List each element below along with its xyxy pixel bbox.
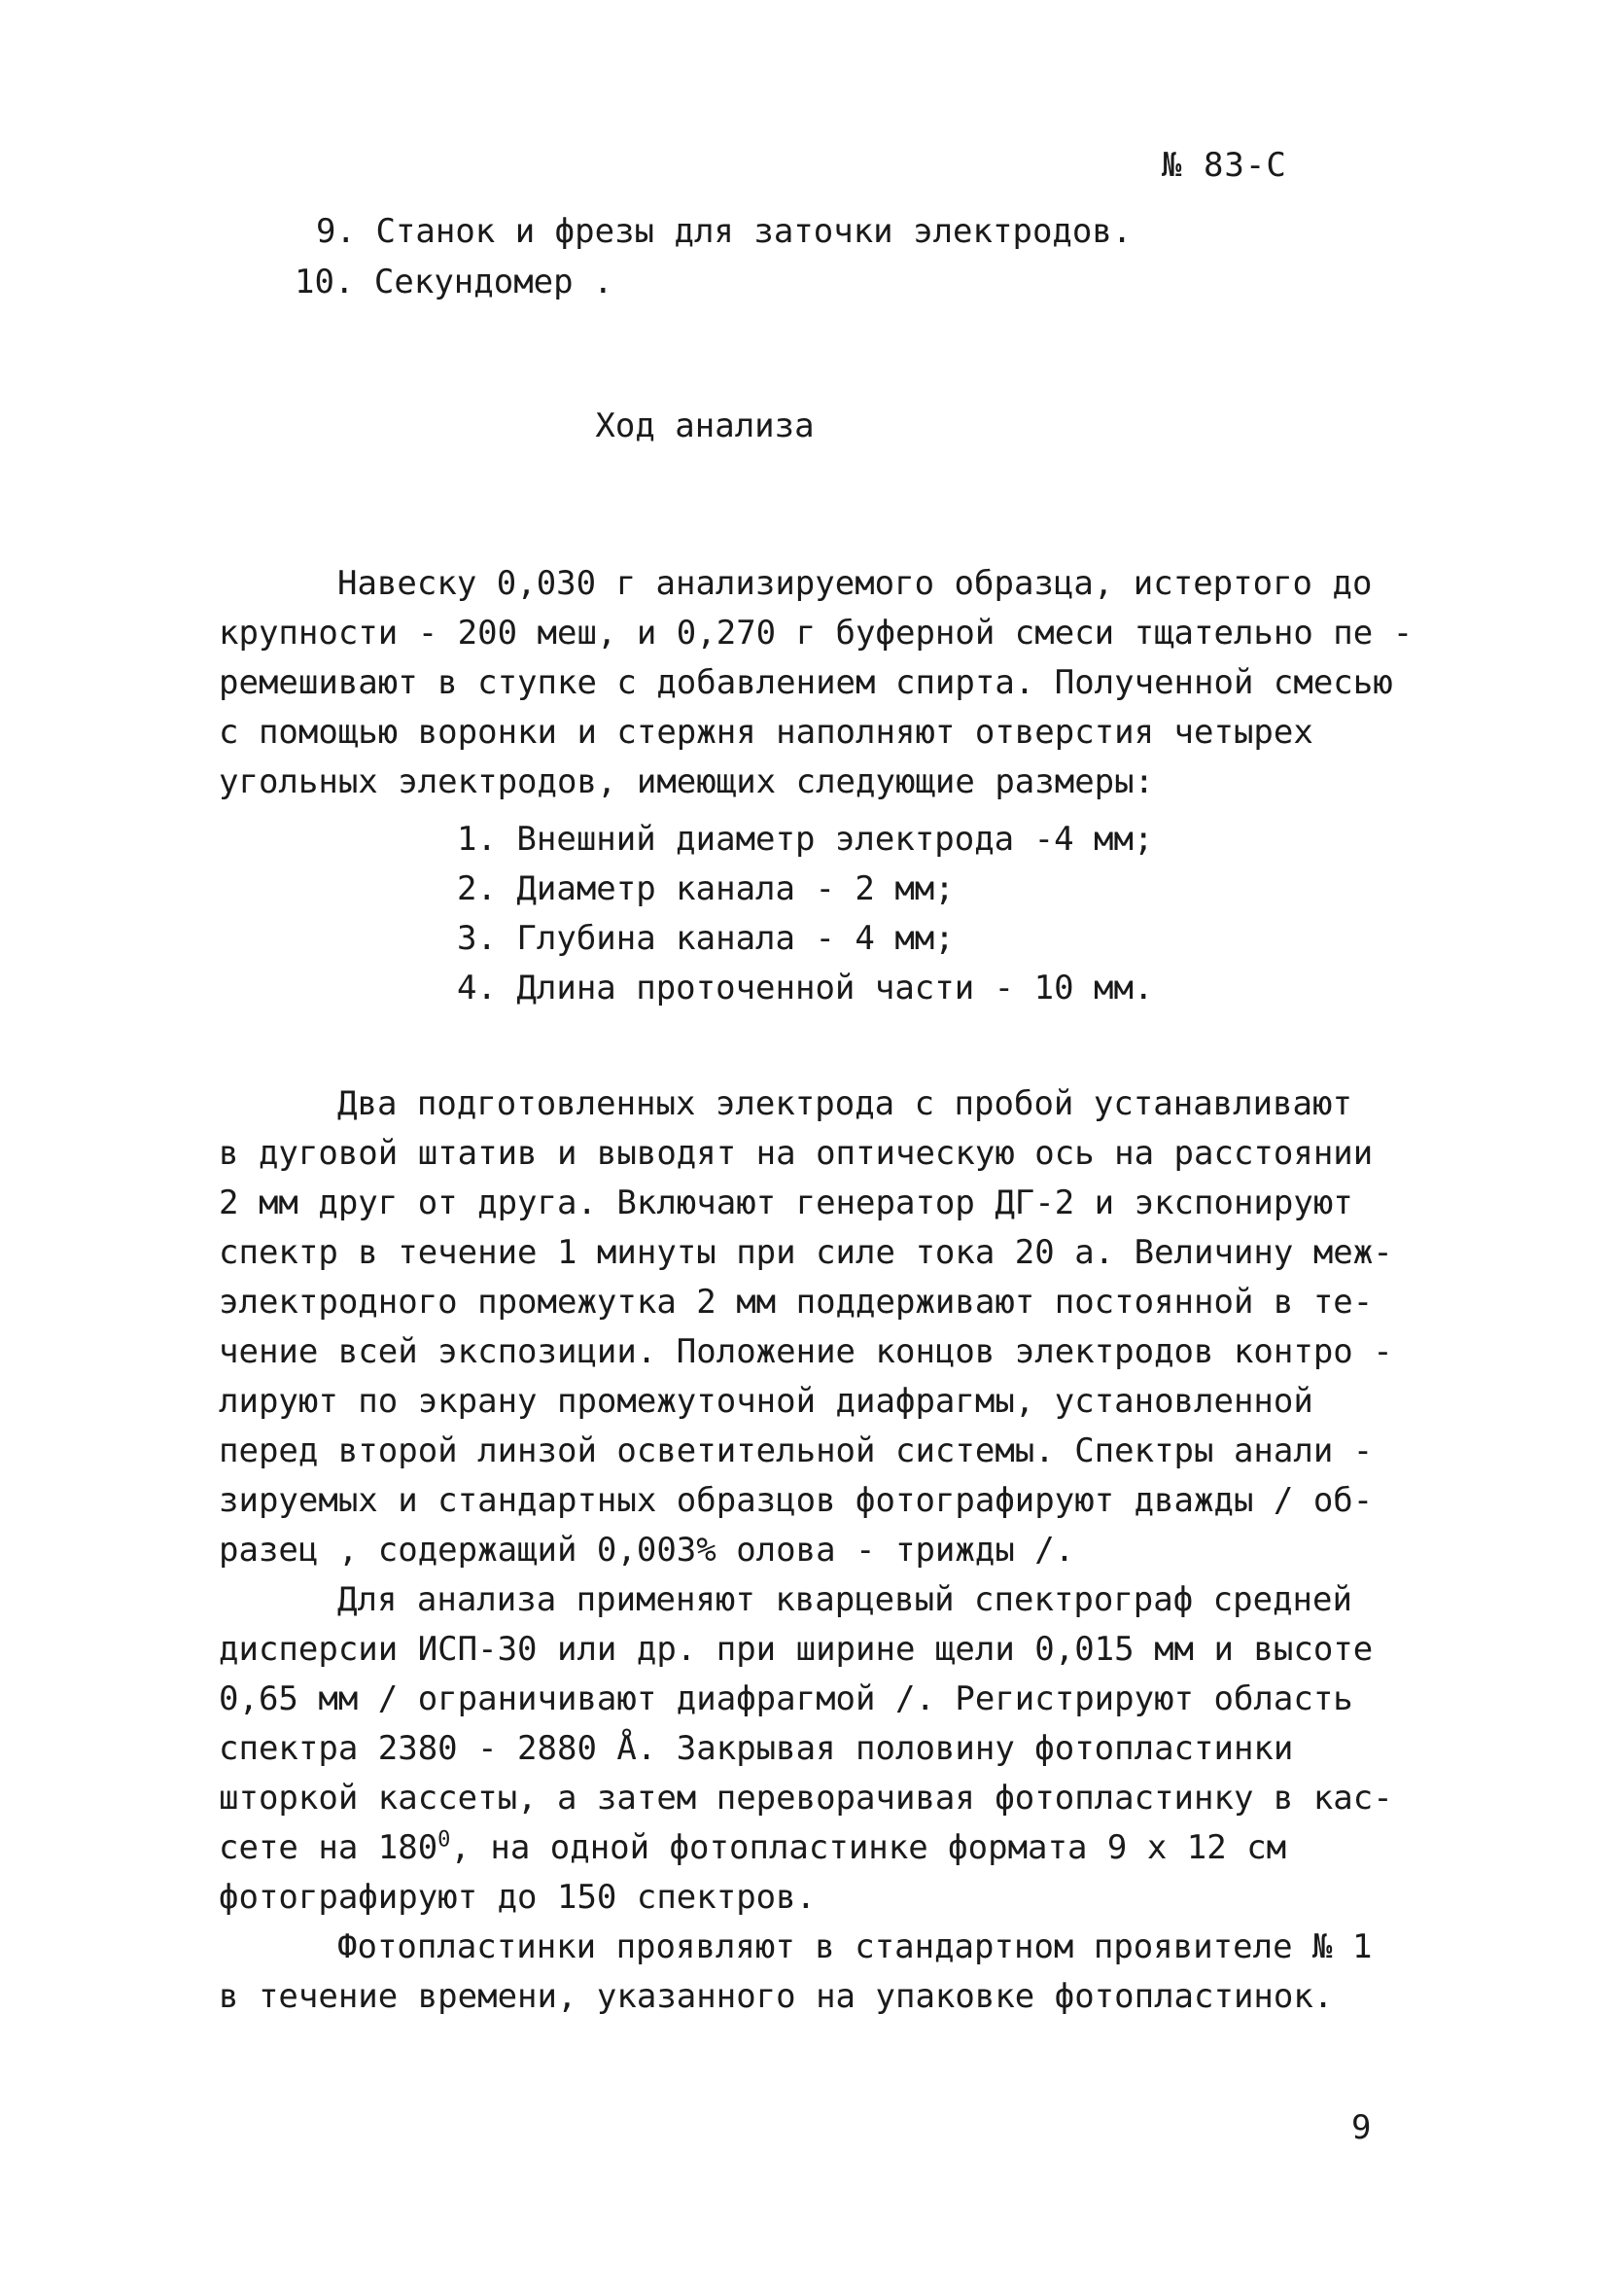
paragraph-line: лируют по экрану промежуточной диафрагмы, установленной <box>219 1382 1313 1421</box>
tools-list <box>295 206 1483 307</box>
paragraph-line: в течение времени, указанного на упаковке фотопластинок. <box>219 1977 1334 2016</box>
paragraph-line: электродного промежутка 2 мм поддерживают постоянной в те- <box>219 1283 1374 1322</box>
document-number: № 83-С <box>1162 146 1287 185</box>
paragraph-line: Для анализа применяют кварцевый спектрограф средней <box>337 1580 1352 1619</box>
paragraph-line: спектра 2380 - 2880 Å. Закрывая половину фотопластинки <box>219 1729 1294 1768</box>
list-item <box>295 257 1483 307</box>
paragraph-exposure <box>219 1079 1400 2022</box>
paragraph-line: зируемых и стандартных образцов фотографируют дважды / об- <box>219 1481 1374 1520</box>
paragraph-line: Два подготовленных электрода с пробой устанавливают <box>337 1084 1352 1123</box>
paragraph-sample-preparation <box>219 559 1414 807</box>
paragraph-line: фотографируют до 150 спектров. <box>219 1878 817 1917</box>
list-item: 4. Длина проточенной части - 10 мм. <box>457 969 1154 1007</box>
list-item: 3. Глубина канала - 4 мм; <box>457 919 955 958</box>
paragraph-line: с помощью воронки и стержня наполняют отверстия четырех <box>219 713 1313 752</box>
paragraph-line: Фотопластинки проявляют в стандартном проявителе № 1 <box>337 1927 1373 1966</box>
paragraph-line: угольных электродов, имеющих следующие размеры: <box>219 762 1155 801</box>
paragraph-line <box>219 1823 1400 1873</box>
section-title: Ход анализа <box>595 406 815 445</box>
paragraph-line: перед второй линзой осветительной системы. Спектры анали - <box>219 1431 1374 1470</box>
list-item: 2. Диаметр канала - 2 мм; <box>457 869 955 908</box>
paragraph-line: ремешивают в ступке с добавлением спирта. Полученной смесью <box>219 663 1393 702</box>
degree-superscript: 0 <box>437 1827 451 1853</box>
degree-text-after: , на одной фотопластинке формата 9 х 12 см <box>450 1828 1287 1867</box>
paragraph-line: чение всей экспозиции. Положение концов электродов контро - <box>219 1332 1393 1371</box>
electrode-dimensions-list <box>457 815 1153 1013</box>
paragraph-line: разец , содержащий 0,003% олова - трижды /. <box>219 1531 1075 1570</box>
paragraph-line: в дуговой штатив и выводят на оптическую ось на расстоянии <box>219 1134 1374 1173</box>
item-text: Станок и фрезы для заточки электродов. <box>375 212 1133 251</box>
paragraph-line: спектр в течение 1 минуты при силе тока 20 а. Величину меж- <box>219 1233 1393 1272</box>
item-text: Секундомер . <box>373 263 613 301</box>
paragraph-line: Навеску 0,030 г анализируемого образца, истертого до <box>337 564 1373 603</box>
paragraph-line: 0,65 мм / ограничивают диафрагмой /. Регистрируют область <box>219 1679 1353 1718</box>
list-item <box>316 206 1483 257</box>
paragraph-line: 2 мм друг от друга. Включают генератор ДГ-2 и экспонируют <box>219 1183 1353 1222</box>
paragraph-line: дисперсии ИСП-30 или др. при ширине щели 0,015 мм и высоте <box>219 1630 1374 1669</box>
page-number: 9 <box>1351 2108 1372 2147</box>
item-number: 10. <box>295 263 355 301</box>
degree-text-before: сете на 180 <box>219 1828 438 1867</box>
item-number: 9. <box>316 212 356 251</box>
paragraph-line: крупности - 200 меш, и 0,270 г буферной смеси тщательно пе - <box>219 614 1414 653</box>
list-item: 1. Внешний диаметр электрода -4 мм; <box>457 820 1154 859</box>
paragraph-line: шторкой кассеты, а затем переворачивая фотопластинку в кас- <box>219 1779 1393 1818</box>
